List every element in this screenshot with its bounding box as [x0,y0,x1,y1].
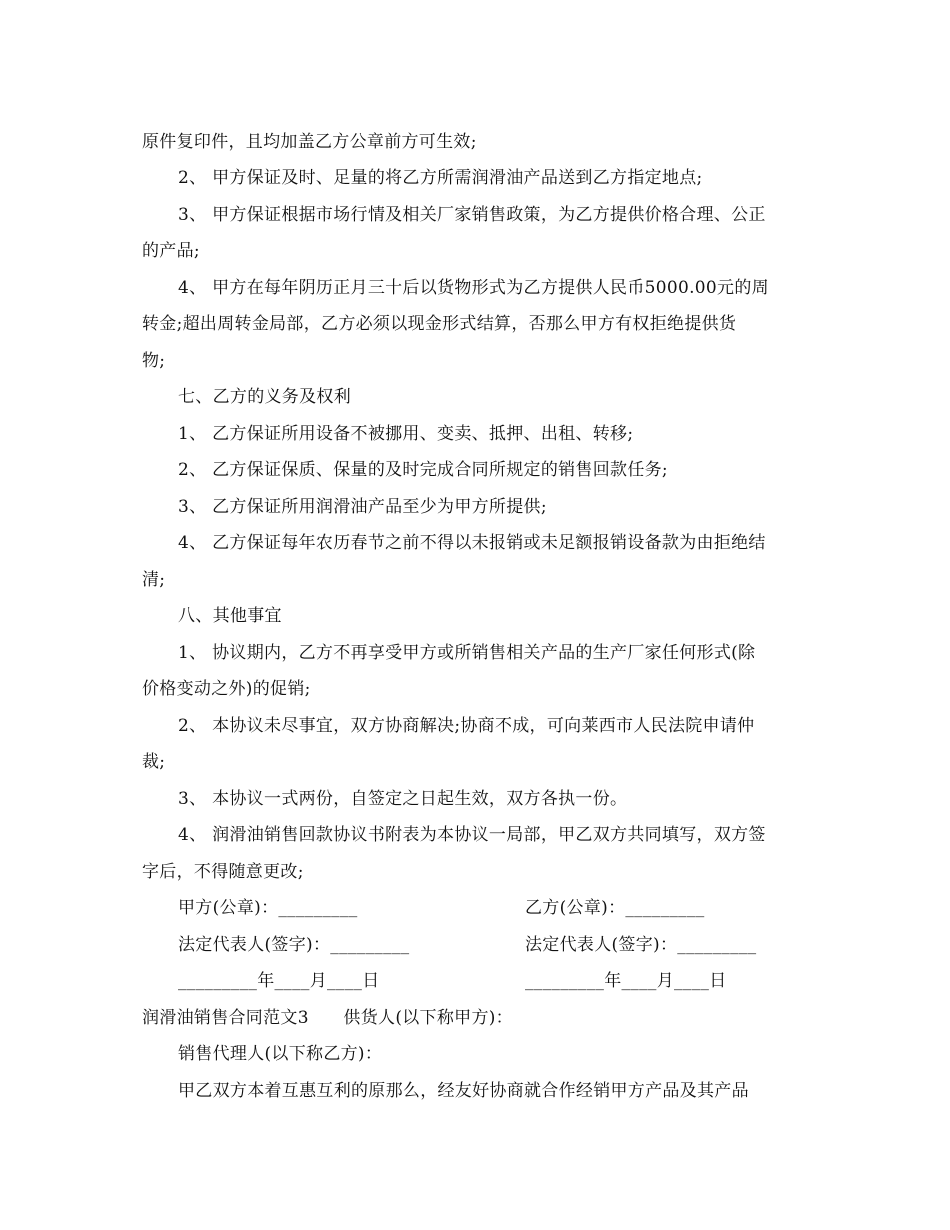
party-a-rep-field: 法定代表人(签字)：_________ [178,935,410,955]
paragraph-line: 物; [142,351,166,371]
paragraph-line: 1、 乙方保证所用设备不被挪用、变卖、抵押、出租、转移; [178,424,634,444]
paragraph-line: 4、 润滑油销售回款协议书附表为本协议一局部，甲乙双方共同填写，双方签 [178,825,766,845]
paragraph-line: 清; [142,570,166,590]
party-a-date-field: _________年____月____日 [178,971,380,991]
paragraph-line: 3、 甲方保证根据市场行情及相关厂家销售政策，为乙方提供价格合理、公正 [178,205,766,225]
paragraph-line: 2、 甲方保证及时、足量的将乙方所需润滑油产品送到乙方指定地点; [178,168,703,188]
paragraph-line: 字后，不得随意更改; [142,862,304,882]
next-section-heading: 润滑油销售合同范文3 供货人(以下称甲方)： [142,1008,513,1028]
agent-line: 销售代理人(以下称乙方)： [178,1044,383,1064]
paragraph-line: 裁; [142,752,166,772]
party-a-seal-field: 甲方(公章)：_________ [178,898,358,918]
intro-line: 甲乙双方本着互惠互利的原那么，经友好协商就合作经销甲方产品及其产品 [178,1081,749,1101]
paragraph-line: 3、 乙方保证所用润滑油产品至少为甲方所提供; [178,497,547,517]
paragraph-line: 4、 甲方在每年阴历正月三十后以货物形式为乙方提供人民币5000.00元的周 [178,278,769,298]
paragraph-line: 2、 乙方保证保质、保量的及时完成合同所规定的销售回款任务; [178,460,668,480]
paragraph-line: 4、 乙方保证每年农历春节之前不得以未报销或未足额报销设备款为由拒绝结 [178,533,766,553]
party-b-seal-field: 乙方(公章)：_________ [525,898,705,918]
paragraph-line: 2、 本协议未尽事宜，双方协商解决;协商不成，可向莱西市人民法院申请仲 [178,716,755,736]
paragraph-line: 的产品; [142,241,200,261]
section-heading: 八、其他事宜 [178,606,282,626]
paragraph-line: 1、 协议期内，乙方不再享受甲方或所销售相关产品的生产厂家任何形式(除 [178,643,756,663]
party-b-date-field: _________年____月____日 [525,971,727,991]
paragraph-line: 转金;超出周转金局部，乙方必须以现金形式结算，否那么甲方有权拒绝提供货 [142,314,737,334]
party-b-rep-field: 法定代表人(签字)：_________ [525,935,757,955]
paragraph-line: 3、 本协议一式两份，自签定之日起生效，双方各执一份。 [178,789,628,809]
paragraph-line: 原件复印件，且均加盖乙方公章前方可生效; [142,132,477,152]
section-heading: 七、乙方的义务及权利 [178,387,351,407]
paragraph-line: 价格变动之外)的促销; [142,679,311,699]
